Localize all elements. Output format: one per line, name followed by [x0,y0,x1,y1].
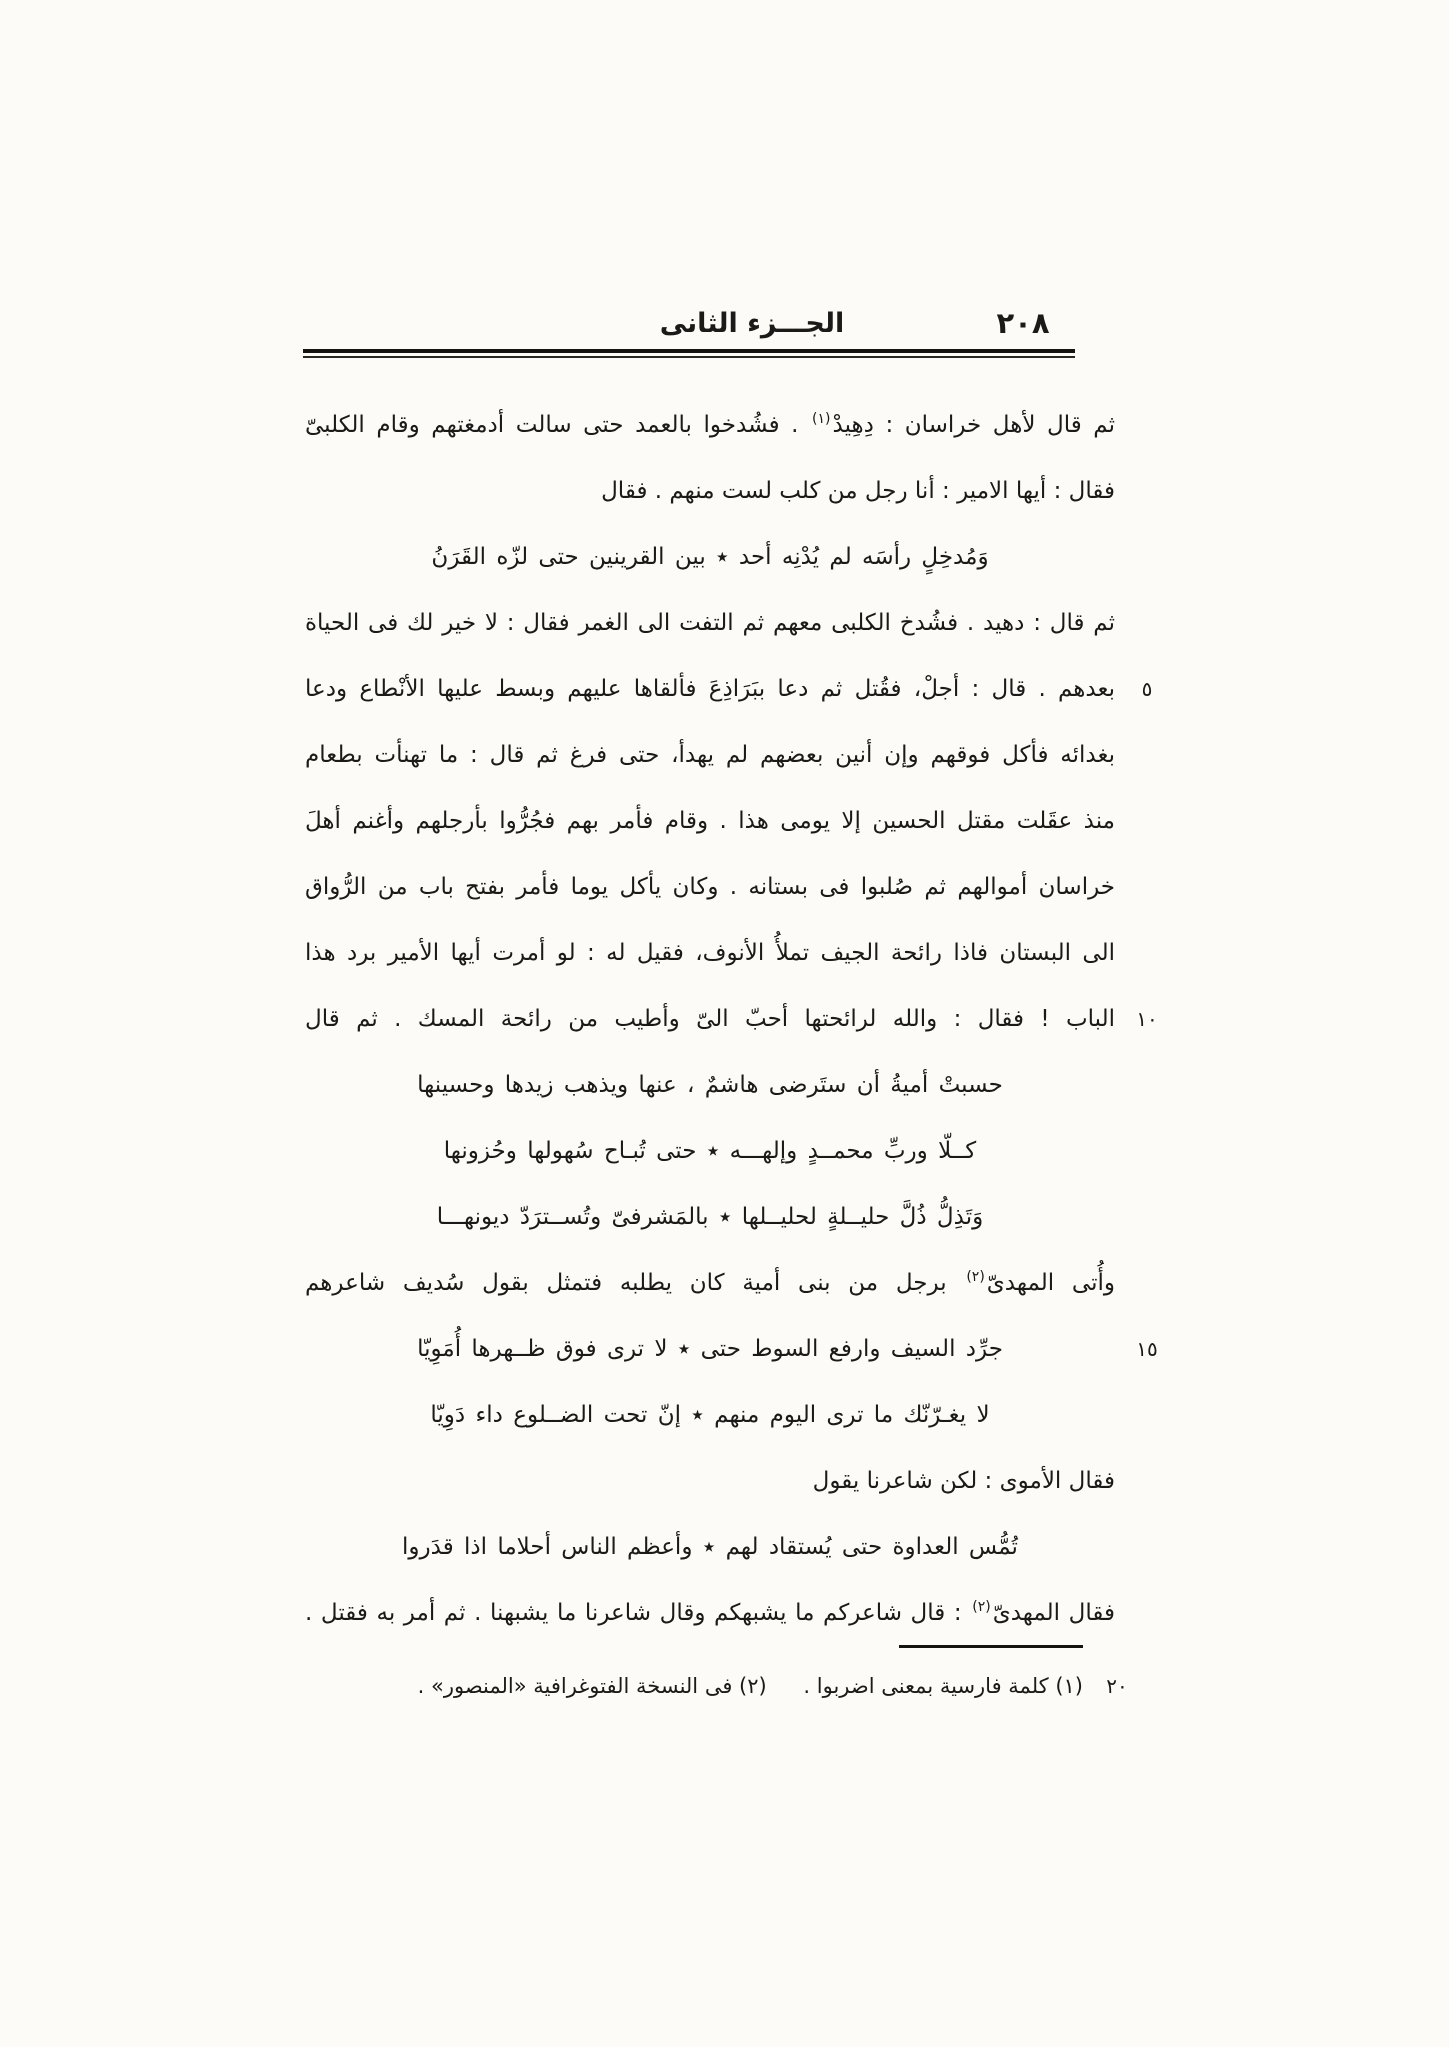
text-line [305,788,1115,854]
text-line [305,1052,1115,1118]
text-line [305,1250,1115,1316]
page-number: ٢٠٨ [996,306,1050,340]
text-line [305,1448,1115,1514]
margin-line-number: ٥ [1141,677,1153,701]
footnote-marker: (٢) [972,1599,991,1616]
body-line-text: خراسان أموالهم ثم صُلبوا فى بستانه . وكان يأكل يوما فأمر بفتح باب من الرُّواق [305,874,1115,900]
margin-line-number: ٢٠ [1106,1674,1128,1698]
page-title: الجـــزء الثانى [659,308,845,339]
verse-line-text: تُمُّس العداوة حتى يُستقاد لهم ٭ وأعظم الناس أحلاما اذا قدَروا [402,1534,1018,1560]
text-line [305,1118,1115,1184]
text-line [305,392,1115,458]
verse-line-text: كــلّا وربِّ محمــدٍ وإلهـــه ٭ حتى تُبـاح سُهولها وحُزونها [443,1138,977,1164]
text-block [305,392,1158,1646]
text-line [305,524,1115,590]
verse-line-text: وَمُدخِلٍ رأسَه لم يُدْنِه أحد ٭ بين القرينين حتى لزّه القَرَنُ [431,544,989,570]
body-line-text: وأُتى المهدىّ$^{(٢)}$ برجل من بنى أمية كان يطلبه فتمثل بقول سُديف شاعرهم [305,1269,1115,1296]
verse-line-text: جرِّد السيف وارفع السوط حتى ٭ لا ترى فوق ظــهرها أُمَوِيّا [417,1336,1003,1362]
body-line-text: بغدائه فأكل فوقهم وإن أنين بعضهم لم يهدأ، حتى فرغ ثم قال : ما تهنأت بطعام [305,742,1115,768]
body-line-text: منذ عقَلت مقتل الحسين إلا يومى هذا . وقام فأمر بهم فجُرُّوا بأرجلهم وأغنم أهلَ [305,808,1115,834]
verse-line-text: لا يغـرّنّك ما ترى اليوم منهم ٭ إنّ تحت الضــلوع داء دَوِيّا [430,1402,990,1428]
text-line [305,656,1153,722]
text-line [305,458,1115,524]
body-line-text: الباب ! فقال : والله لرائحتها أحبّ الىّ وأطيب من رائحة المسك . ثم قال [305,1006,1115,1032]
body-line-text: بعدهم . قال : أجلْ، فقُتل ثم دعا ببَرَاذِعَ فألقاها عليهم وبسط عليها الأنْطاع ودعا [305,676,1115,702]
body-line-text: فقال المهدىّ$^{(٢)}$ : قال شاعركم ما يشبهكم وقال شاعرنا ما يشبهنا . ثم أمر به فقتل . [305,1599,1115,1626]
header-rule-thin [303,356,1075,358]
body-line-text: ثم قال : دهيد . فشُدخ الكلبى معهم ثم التفت الى الغمر فقال : لا خير لك فى الحياة [305,610,1115,636]
margin-line-number: ١٠ [1136,1007,1158,1031]
body-line-text: فقال الأموى : لكن شاعرنا يقول [812,1468,1115,1494]
footnote-marker: (٢) [966,1269,985,1286]
text-line [305,590,1115,656]
margin-line-number: ١٥ [1136,1337,1158,1361]
footnote-separator-rule [899,1645,1083,1648]
text-line [305,854,1115,920]
text-line [305,1382,1115,1448]
footnote-marker: (١) [812,411,831,428]
footnote-2: (٢) فى النسخة الفتوغرافية «المنصور» . [417,1674,767,1698]
text-line [305,1580,1115,1646]
verse-line-text: حسبتْ أميةُ أن ستَرضى هاشمٌ ، عنها ويذهب زيدها وحسينها [417,1072,1003,1098]
text-line [305,1184,1115,1250]
text-line [305,1514,1115,1580]
text-line [305,986,1158,1052]
text-line [305,722,1115,788]
footnote-row [305,1660,1128,1712]
verse-line-text: وَتَذِلُّ ذُلَّ حليــلةٍ لحليــلها ٭ بالمَشرفىّ وتُســترَدّ ديونهـــا [436,1204,984,1230]
body-line-text: الى البستان فاذا رائحة الجيف تملأُ الأنوف، فقيل له : لو أمرت أيها الأمير برد هذا [305,940,1115,966]
body-line-text: ثم قال لأهل خراسان : دِهِيدْ$^{(١)}$ . فشُدخوا بالعمد حتى سالت أدمغتهم وقام الكلبىّ [305,411,1115,438]
footnote-1: (١) كلمة فارسية بمعنى اضربوا . [803,1674,1083,1698]
header-rule-thick [303,349,1075,353]
body-line-text: فقال : أيها الامير : أنا رجل من كلب لست منهم . فقال [601,478,1115,504]
text-line [305,920,1115,986]
text-line [305,1316,1158,1382]
